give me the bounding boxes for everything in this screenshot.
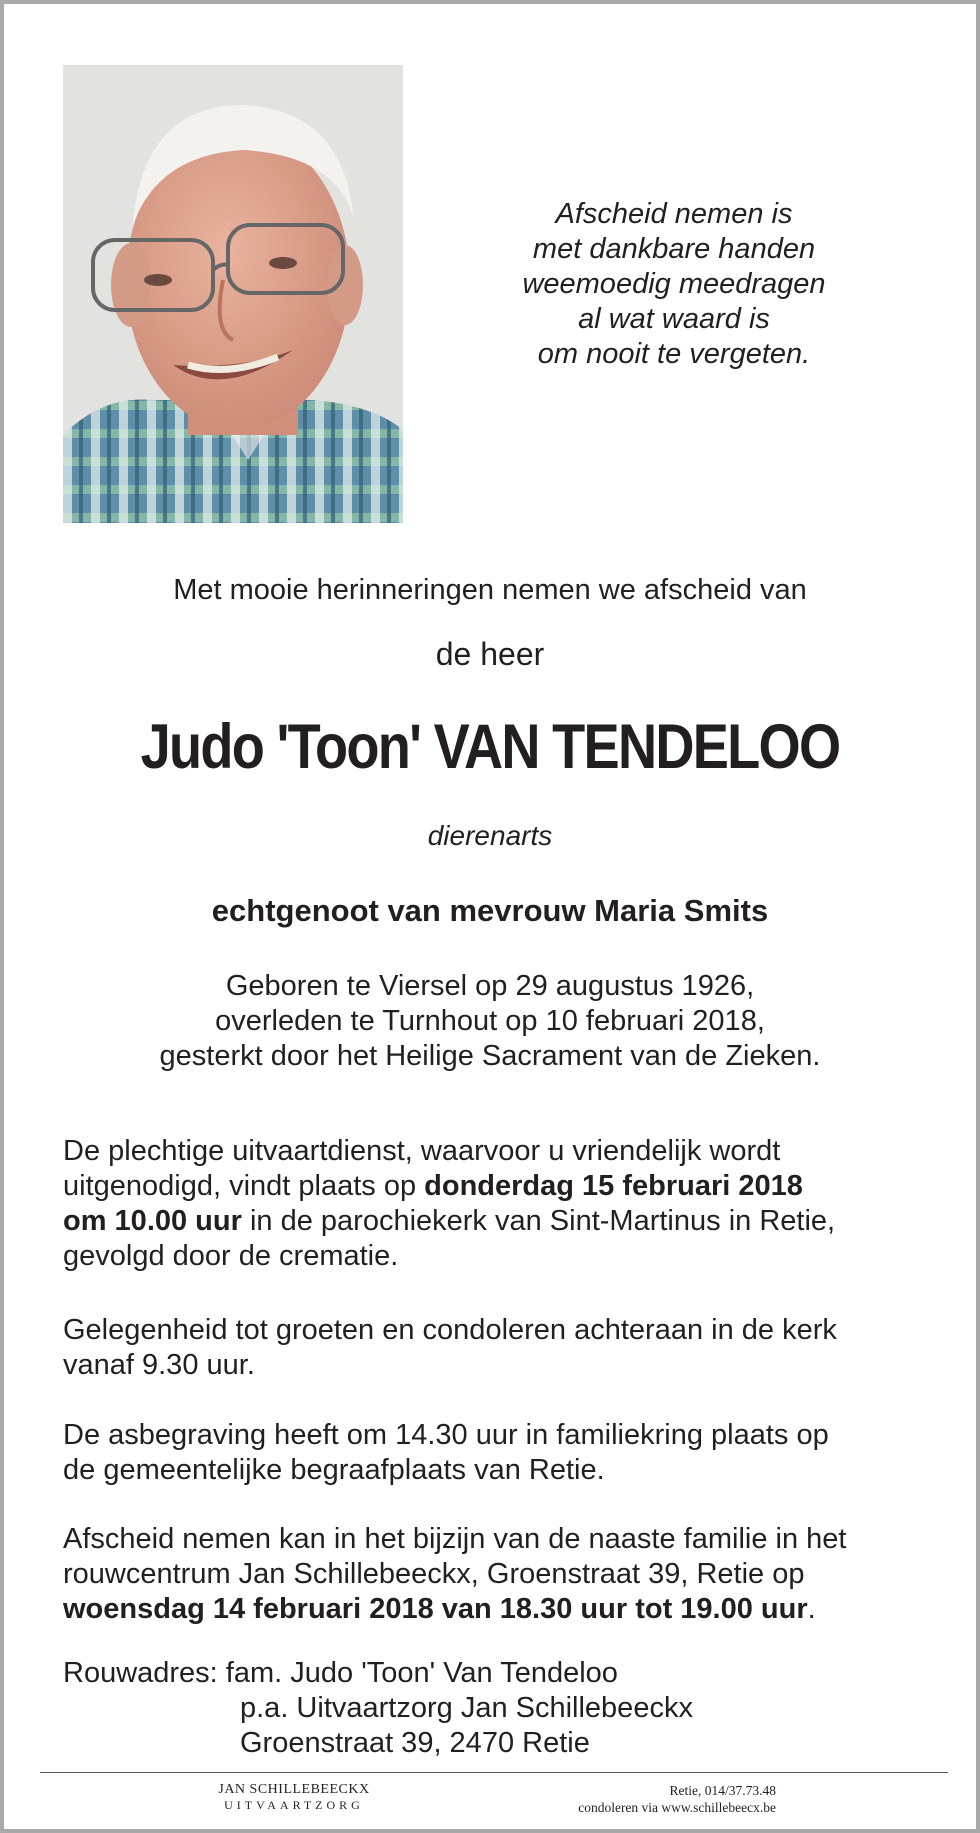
profession: dierenarts — [427, 820, 553, 851]
funeral-line: gevolgd door de crematie. — [63, 1240, 399, 1272]
brand-name: JAN SCHILLEBEECKX — [218, 1782, 370, 1797]
salutation: de heer — [435, 636, 545, 672]
portrait-illustration — [63, 65, 403, 523]
funeral-home-logo — [204, 1782, 384, 1813]
condolence-line: vanaf 9.30 uur. — [63, 1349, 255, 1381]
farewell-paragraph — [63, 1522, 923, 1627]
burial-line: de gemeentelijke begraafplaats van Retie. — [63, 1454, 605, 1486]
mourning-address — [63, 1656, 693, 1761]
farewell-datetime: woensdag 14 februari 2018 van 18.30 uur tot 19.00 uur — [63, 1593, 808, 1625]
burial-line: De asbegraving heeft om 14.30 uur in familiekring plaats op — [63, 1419, 829, 1451]
condolence-paragraph — [63, 1313, 923, 1383]
funeral-text: uitgenodigd, vindt plaats op — [63, 1170, 425, 1202]
farewell-line — [63, 1592, 923, 1627]
memorial-poem — [464, 197, 884, 372]
funeral-home-contact — [444, 1782, 776, 1816]
poem-line: al wat waard is — [578, 303, 770, 335]
life-dates — [4, 969, 976, 1074]
funeral-time: om 10.00 uur — [63, 1205, 242, 1237]
poem-line: met dankbare handen — [532, 233, 816, 265]
funeral-paragraph — [63, 1134, 923, 1274]
address-line: Groenstraat 39, 2470 Retie — [240, 1727, 590, 1759]
address-line: p.a. Uitvaartzorg Jan Schillebeeckx — [240, 1692, 693, 1724]
farewell-text: . — [807, 1593, 816, 1625]
address-line: Rouwadres: fam. Judo 'Toon' Van Tendeloo — [63, 1657, 618, 1689]
death-line: overleden te Turnhout op 10 februari 2018, — [215, 1005, 765, 1037]
portrait-photo — [63, 65, 403, 523]
brand-subtitle: UITVAARTZORG — [224, 1798, 364, 1812]
poem-line: weemoedig meedragen — [522, 268, 826, 300]
sacrament-line: gesterkt door het Heilige Sacrament van de Zieken. — [159, 1040, 821, 1072]
farewell-line: Afscheid nemen kan in het bijzijn van de naaste familie in het — [63, 1523, 847, 1555]
intro-line: Met mooie herinneringen nemen we afscheid van — [173, 574, 807, 606]
funeral-date: donderdag 15 februari 2018 — [424, 1170, 803, 1202]
condolence-line: Gelegenheid tot groeten en condoleren achteraan in de kerk — [63, 1314, 837, 1346]
funeral-text: in de parochiekerk van Sint-Martinus in Retie, — [241, 1205, 836, 1237]
phone-number: Retie, 014/37.73.48 — [669, 1783, 776, 1798]
burial-paragraph — [63, 1418, 923, 1488]
poem-line: Afscheid nemen is — [555, 198, 793, 230]
condolence-website[interactable]: condoleren via www.schillebeecx.be — [578, 1800, 776, 1815]
birth-line: Geboren te Viersel op 29 augustus 1926, — [225, 970, 755, 1002]
spouse-line: echtgenoot van mevrouw Maria Smits — [211, 893, 769, 928]
funeral-line — [63, 1169, 923, 1204]
deceased-name: Judo 'Toon' VAN TENDELOO — [140, 712, 840, 782]
poem-line: om nooit te vergeten. — [537, 338, 811, 370]
footer-divider — [40, 1772, 948, 1773]
funeral-line: De plechtige uitvaartdienst, waarvoor u vriendelijk wordt — [63, 1135, 781, 1167]
farewell-line: rouwcentrum Jan Schillebeeckx, Groenstraat 39, Retie op — [63, 1558, 805, 1590]
funeral-line — [63, 1204, 923, 1239]
